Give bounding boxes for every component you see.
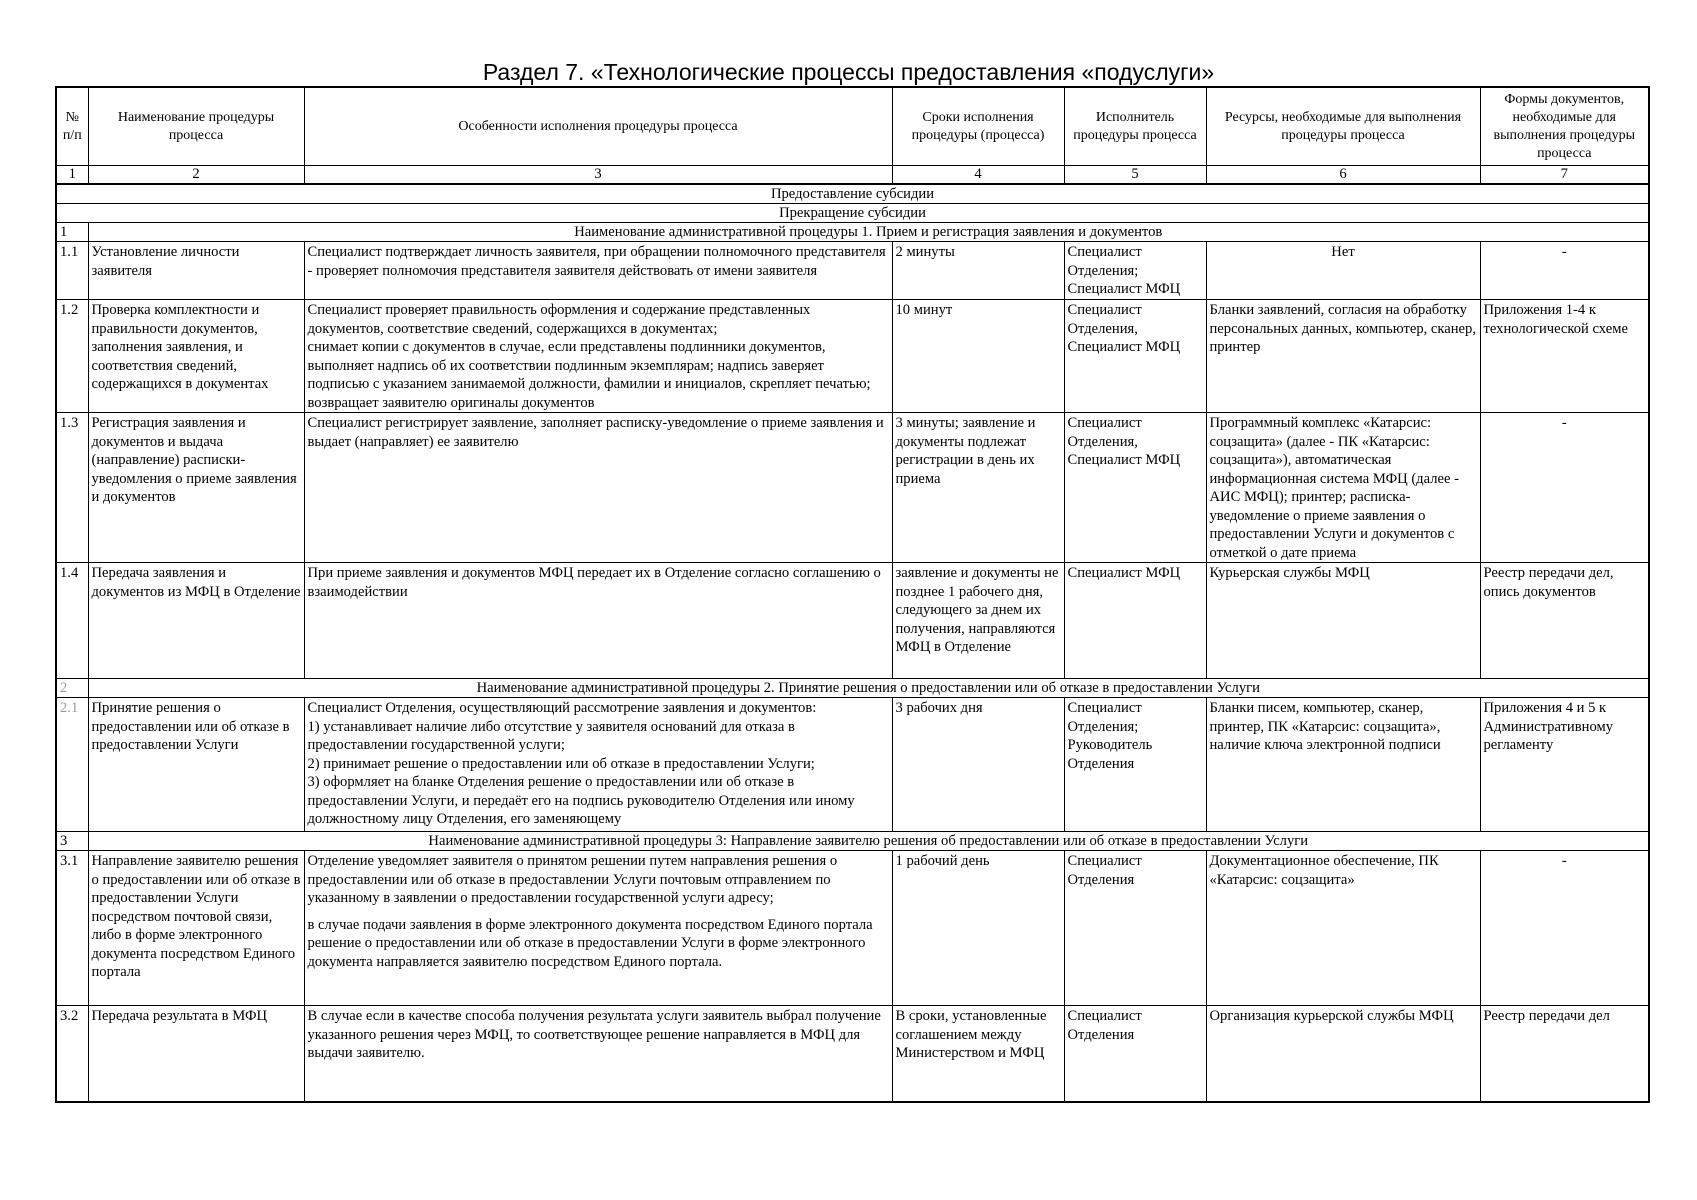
procedure-resources: Программный комплекс «Катарсис: соцзащита» (далее - ПК «Катарсис: соцзащита»), автоматическая информационная система МФЦ (далее - АИС МФЦ); принтер; расписка-уведомление о приеме заявления о предоставлении Услуги и документов с отметкой о дате приема — [1206, 413, 1480, 563]
column-number: 3 — [304, 166, 892, 185]
details-paragraph: 1) устанавливает наличие либо отсутствие у заявителя оснований для отказа в предоставлении государственной услуги; — [307, 718, 795, 753]
procedure-term: 3 рабочих дня — [892, 698, 1064, 832]
details-paragraph: Специалист проверяет правильность оформления и содержание представленных документов, соответствие сведений, содержащихся в документах; — [307, 302, 811, 337]
procedure-name: Передача заявления и документов из МФЦ в Отделение — [88, 563, 304, 679]
column-header: Ресурсы, необходимые для выполнения процедуры процесса — [1206, 87, 1480, 166]
procedure-forms: Реестр передачи дел — [1480, 1006, 1649, 1102]
table-row — [56, 698, 1649, 832]
section-title: Предоставление субсидии — [56, 184, 1649, 204]
procedure-executor: Специалист Отделения; Специалист МФЦ — [1064, 242, 1206, 300]
details-paragraph: При приеме заявления и документов МФЦ передает их в Отделение согласно соглашению о взаимодействии — [307, 565, 881, 600]
section-row — [56, 184, 1649, 204]
column-header: Исполнитель процедуры процесса — [1064, 87, 1206, 166]
procedure-executor: Специалист Отделения; Руководитель Отделения — [1064, 698, 1206, 832]
row-number: 1.2 — [56, 300, 88, 413]
column-header: Формы документов, необходимые для выполнения процедуры процесса — [1480, 87, 1649, 166]
table-row — [56, 563, 1649, 679]
procedure-number: 1 — [56, 223, 88, 242]
column-number: 6 — [1206, 166, 1480, 185]
details-paragraph: Специалист регистрирует заявление, заполняет расписку-уведомление о приеме заявления и выдает (направляет) ее заявителю — [307, 415, 884, 450]
procedure-details — [304, 851, 892, 1006]
column-header: Особенности исполнения процедуры процесса — [304, 87, 892, 166]
procedure-number: 3 — [56, 832, 88, 851]
row-number: 2.1 — [56, 698, 88, 832]
section-title: Прекращение субсидии — [56, 204, 1649, 223]
procedure-term: 3 минуты; заявление и документы подлежат регистрации в день их приема — [892, 413, 1064, 563]
row-number: 3.2 — [56, 1006, 88, 1102]
section-row — [56, 204, 1649, 223]
procedure-forms: Реестр передачи дел, опись документов — [1480, 563, 1649, 679]
procedure-term: 2 минуты — [892, 242, 1064, 300]
procedure-term: заявление и документы не позднее 1 рабочего дня, следующего за днем их получения, направляются МФЦ в Отделение — [892, 563, 1064, 679]
procedure-forms: - — [1480, 242, 1649, 300]
procedure-forms: - — [1480, 413, 1649, 563]
details-paragraph: В случае если в качестве способа получения результата услуги заявитель выбрал получение указанного решения через МФЦ, то соответствующее решение направляется в МФЦ для выдачи заявителю. — [307, 1008, 881, 1061]
row-number: 3.1 — [56, 851, 88, 1006]
procedure-details — [304, 413, 892, 563]
column-header: № п/п — [56, 87, 88, 166]
procedure-header-row — [56, 679, 1649, 698]
procedure-name: Установление личности заявителя — [88, 242, 304, 300]
details-paragraph: Специалист подтверждает личность заявителя, при обращении полномочного представителя - проверяет полномочия представителя заявителя действовать от имени заявителя — [307, 244, 886, 279]
row-number: 1.1 — [56, 242, 88, 300]
table-row — [56, 851, 1649, 1006]
column-header: Сроки исполнения процедуры (процесса) — [892, 87, 1064, 166]
procedure-name: Регистрация заявления и документов и выдача (направление) расписки-уведомления о приеме заявления и документов — [88, 413, 304, 563]
procedure-executor: Специалист Отделения, Специалист МФЦ — [1064, 300, 1206, 413]
column-number: 4 — [892, 166, 1064, 185]
table-row — [56, 1006, 1649, 1102]
procedure-title: Наименование административной процедуры 2. Принятие решения о предоставлении или об отказе в предоставлении Услуги — [88, 679, 1649, 698]
procedure-forms: Приложения 4 и 5 к Административному регламенту — [1480, 698, 1649, 832]
procedure-name: Проверка комплектности и правильности документов, заполнения заявления, и соответствия сведений, содержащихся в документах — [88, 300, 304, 413]
procedure-header-row — [56, 223, 1649, 242]
page-title: Раздел 7. «Технологические процессы предоставления «подуслуги» — [482, 59, 1215, 85]
procedure-details — [304, 1006, 892, 1102]
procedure-term: 1 рабочий день — [892, 851, 1064, 1006]
process-table — [55, 86, 1650, 1103]
procedure-executor: Специалист Отделения — [1064, 1006, 1206, 1102]
details-paragraph: Отделение уведомляет заявителя о принятом решении путем направления решения о предоставлении или об отказе в предоставлении Услуги почтовым отправлением по указанному в заявлении о предоставлении государственной услуги адресу; — [307, 853, 838, 906]
procedure-forms: - — [1480, 851, 1649, 1006]
procedure-executor: Специалист Отделения — [1064, 851, 1206, 1006]
procedure-number: 2 — [56, 679, 88, 698]
procedure-executor: Специалист Отделения, Специалист МФЦ — [1064, 413, 1206, 563]
procedure-name: Передача результата в МФЦ — [88, 1006, 304, 1102]
procedure-details — [304, 698, 892, 832]
procedure-resources: Бланки заявлений, согласия на обработку персональных данных, компьютер, сканер, принтер — [1206, 300, 1480, 413]
details-paragraph: 2) принимает решение о предоставлении или об отказе в предоставлении Услуги; — [307, 755, 815, 772]
details-paragraph: в случае подачи заявления в форме электронного документа посредством Единого портала решение о предоставлении или об отказе в предоставлении Услуги в форме электронного документа направляется заявителю посредством Единого портала. — [307, 916, 873, 970]
column-numbers-row — [56, 166, 1649, 185]
procedure-forms: Приложения 1-4 к технологической схеме — [1480, 300, 1649, 413]
table-row — [56, 242, 1649, 300]
column-number: 7 — [1480, 166, 1649, 185]
procedure-resources: Организация курьерской службы МФЦ — [1206, 1006, 1480, 1102]
procedure-executor: Специалист МФЦ — [1064, 563, 1206, 679]
procedure-title: Наименование административной процедуры 3: Направление заявителю решения об предоставлении или об отказе в предоставлении Услуги — [88, 832, 1649, 851]
column-header: Наименование процедуры процесса — [88, 87, 304, 166]
procedure-resources: Бланки писем, компьютер, сканер, принтер, ПК «Катарсис: соцзащита», наличие ключа электронной подписи — [1206, 698, 1480, 832]
procedure-name: Принятие решения о предоставлении или об отказе в предоставлении Услуги — [88, 698, 304, 832]
column-number: 1 — [56, 166, 88, 185]
table-row — [56, 300, 1649, 413]
procedure-details — [304, 242, 892, 300]
column-number: 5 — [1064, 166, 1206, 185]
procedure-title: Наименование административной процедуры 1. Прием и регистрация заявления и документов — [88, 223, 1649, 242]
table-header-row — [56, 87, 1649, 166]
details-paragraph: Специалист Отделения, осуществляющий рассмотрение заявления и документов: — [307, 700, 817, 716]
row-number: 1.3 — [56, 413, 88, 563]
procedure-details — [304, 563, 892, 679]
paragraph-spacer — [308, 908, 889, 916]
row-number: 1.4 — [56, 563, 88, 679]
procedure-resources: Документационное обеспечение, ПК «Катарсис: соцзащита» — [1206, 851, 1480, 1006]
procedure-details — [304, 300, 892, 413]
details-paragraph: снимает копии с документов в случае, если представлены подлинники документов, выполняет надпись об их соответствии подлинным экземплярам; надпись заверяет подписью с указанием занимаемой должности, фамилии и инициалов, скрепляет печатью; возвращает заявителю оригиналы документов — [307, 339, 871, 411]
details-paragraph: 3) оформляет на бланке Отделения решение о предоставлении или об отказе в предоставлении Услуги, и передаёт его на подпись руководителю Отделения или иному должностному лицу Отделения, его заменяющему — [307, 774, 855, 827]
procedure-name: Направление заявителю решения о предоставлении или об отказе в предоставлении Услуги посредством почтовой связи, либо в форме электронного документа посредством Единого портала — [88, 851, 304, 1006]
procedure-term: В сроки, установленные соглашением между Министерством и МФЦ — [892, 1006, 1064, 1102]
procedure-resources: Нет — [1206, 242, 1480, 300]
column-number: 2 — [88, 166, 304, 185]
procedure-term: 10 минут — [892, 300, 1064, 413]
procedure-header-row — [56, 832, 1649, 851]
table-row — [56, 413, 1649, 563]
procedure-resources: Курьерская службы МФЦ — [1206, 563, 1480, 679]
